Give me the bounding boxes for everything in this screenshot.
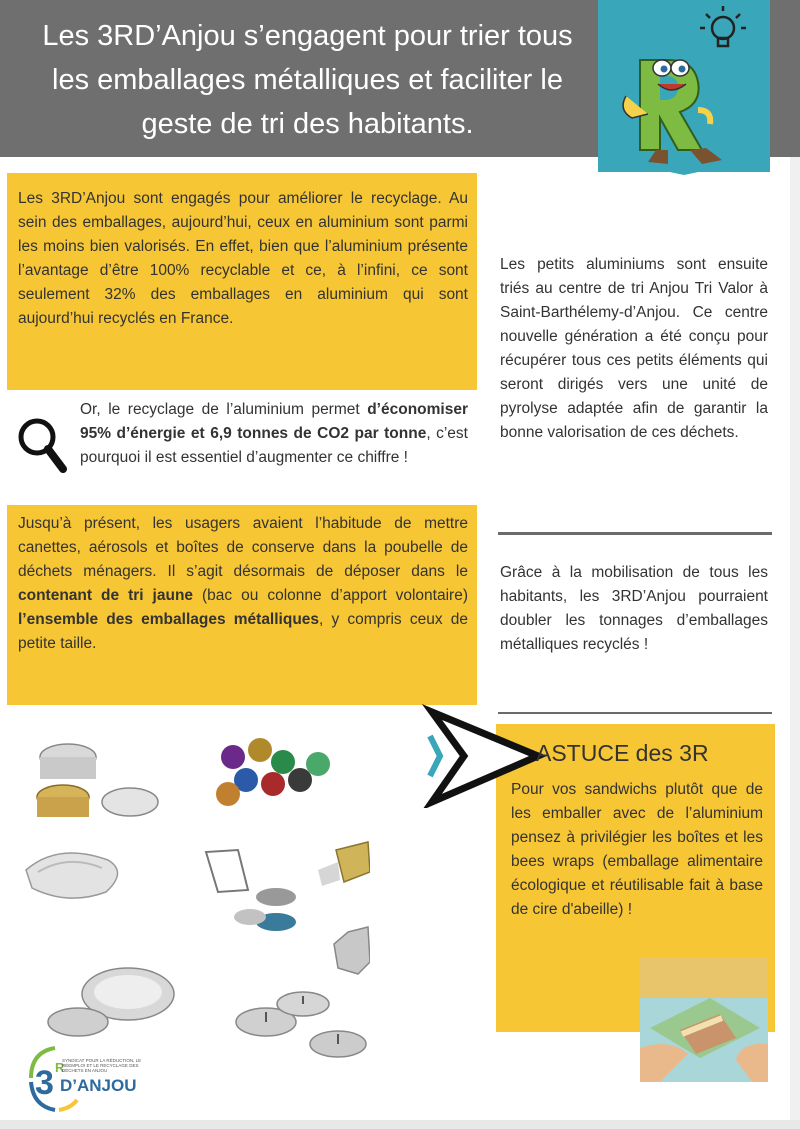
mobilisation-text: Grâce à la mobilisation de tous les habitants, les 3RD’Anjou pourraient doubler les tonnages d’emballages métalliques recyclés ! [500, 564, 768, 653]
logo-letter: R [55, 1060, 65, 1075]
tip-title: ASTUCE des 3R [536, 740, 709, 766]
info-text [80, 398, 468, 470]
habit-text [18, 512, 468, 656]
info-text-highlight: d’économiser 95% d’énergie et 6,9 tonnes de CO2 par tonne [80, 401, 468, 442]
tip-text: Pour vos sandwichs plutôt que de les emballer avec de l’aluminium pensez à privilégier les boîtes et les bees wraps (emballage alimentaire écologique et réutilisable fait à base de cire d'abeille) ! [511, 781, 763, 918]
jar-lids-image [48, 968, 174, 1036]
bottle-caps-image [37, 744, 158, 817]
logo-number: 3 [35, 1064, 54, 1102]
info-text-part1: Or, le recyclage de l’aluminium permet [80, 401, 368, 418]
page-bottom-edge [0, 1120, 800, 1129]
habit-text-part2: (bac ou colonne d’apport volontaire) [193, 587, 468, 604]
mascot-illustration [598, 0, 770, 172]
habit-text-part1: Jusqu’à présent, les usagers avaient l’habitude de mettre canettes, aérosols et boîtes de conserve dans la poubelle de déchets ménagers. Il s’agit désormais de déposer dans le [18, 515, 468, 580]
tealight-cups-image [236, 992, 366, 1057]
foil-trays-image [26, 853, 118, 898]
sorting-center-text: Les petits aluminiums sont ensuite triés au centre de tri Anjou Tri Valor à Saint-Barthélemy-d’Anjou. Ce centre nouvelle génération a été conçu pour récupérer tous ces petits éléments qui seront dirigés vers une unité de pyrolyse adaptée afin de garantir la bonne valorisation de ces déchets. [500, 256, 768, 441]
crumpled-foil-ball-image [334, 927, 370, 974]
page-title: Les 3RD’Anjou s’engagent pour trier tous les emballages métalliques et faciliter le geste de tri des habitants. [42, 20, 573, 140]
intro-text: Les 3RD’Anjou sont engagés pour améliorer le recyclage. Au sein des emballages, aujourd’hui, ceux en aluminium sont parmi les moins bien valorisés. En effet, bien que l’aluminium présente l’avantage d’être 100% recyclable et ce, à l’infini, ce sont seulement 32% des emballages en aluminium qui sont aujourd’hui recyclés en France. [18, 190, 468, 327]
wire-cage-caps-image [206, 850, 296, 931]
mascot-letter-r [623, 60, 722, 164]
logo-subtitle: SYNDICAT POUR LA RÉDUCTION, LE RÉEMPLOI ET LE RECYCLAGE DES DÉCHETS EN ANJOU [62, 1058, 142, 1073]
crumpled-foil-gold-image [318, 842, 370, 886]
magnifier-icon [15, 415, 67, 475]
habit-text-part3: , y compris ceux de petite taille. [18, 611, 468, 652]
coffee-capsules-image [216, 738, 330, 806]
metal-packaging-illustrations [18, 722, 370, 1087]
lightbulb-icon [700, 6, 746, 46]
habit-text-highlight-2: l’ensemble des emballages métalliques [18, 611, 320, 628]
info-text-part2: , c’est pourquoi il est essentiel d’augmenter ce chiffre ! [80, 425, 468, 466]
logo-name: D’ANJOU [60, 1076, 137, 1095]
habit-text-highlight-1: contenant de tri jaune [18, 587, 194, 604]
divider [498, 532, 772, 535]
sandwich-beeswrap-photo [640, 958, 768, 1082]
page-edge [790, 157, 800, 1120]
